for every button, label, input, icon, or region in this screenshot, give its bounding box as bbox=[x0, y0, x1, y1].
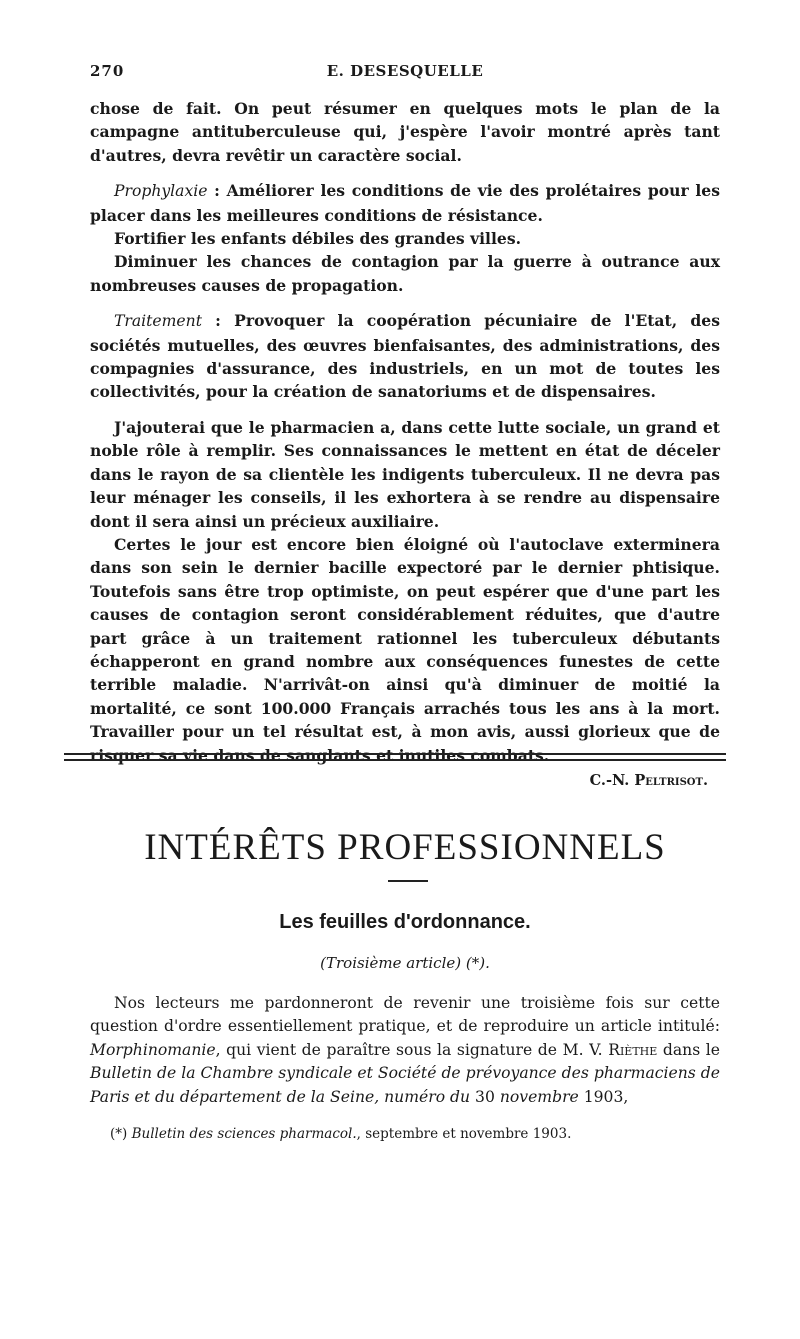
title-rule bbox=[388, 880, 428, 882]
paragraph: Certes le jour est encore bien éloigné où l'autoclave exterminera dans son sein le dernier bacille expectoré par le dernier phtisique. Toutefois sans être trop optimiste, on peut espérer que d'une part les causes de contagion seront considérablement réduites, que d'autre part grâce à un traitement rationnel les tuberculeux débutants échapperont en grand nombre aux conséquences funestes de cette terrible maladie. N'arrivât-on ainsi qu'à diminuer de moitié la mortalité, ce sont 100.000 Français arrachés tous les ans à la mort. Travailler pour un tel résultat est, à mon avis, aussi glorieux que de risquer sa vie dans de sanglants et inutiles combats. bbox=[90, 534, 720, 765]
prophylaxie-text: : Améliorer les conditions de vie des prolétaires pour les placer dans les meilleures conditions de résistance. bbox=[90, 181, 720, 225]
paragraph-traitement bbox=[90, 309, 720, 404]
traitement-text: : Provoquer la coopération pécuniaire de l'Etat, des sociétés mutuelles, des œuvres bienfaisantes, des administrations, des compagnies d'assurance, des industriels, en un mot de toutes les collectivités, pour la création de sanatoriums et de dispensaires. bbox=[90, 311, 720, 402]
paragraph: Diminuer les chances de contagion par la guerre à outrance aux nombreuses causes de propagation. bbox=[90, 252, 720, 295]
article-continuation bbox=[90, 97, 720, 792]
paragraph: J'ajouterai que le pharmacien a, dans cette lutte sociale, un grand et noble rôle à remplir. Ses connaissances le mettent en état de déceler dans le rayon de sa clientèle les indigents tuberculeux. Il ne devra pas leur ménager les conseils, il les exhortera à se rendre au dispensaire dont il sera ainsi un précieux auxiliaire. bbox=[90, 417, 720, 531]
paragraph: Fortifier les enfants débiles des grandes villes. bbox=[114, 229, 522, 249]
footnote: (*) Bulletin des sciences pharmacol., septembre et novembre 1903. bbox=[110, 1126, 572, 1142]
article-title: Les feuilles d'ordonnance. bbox=[279, 911, 531, 933]
running-head: E. DESESQUELLE bbox=[326, 62, 484, 80]
article-subtitle: (Troisième article) (*). bbox=[320, 954, 490, 972]
section-title: INTÉRÊTS PROFESSIONNELS bbox=[144, 827, 666, 868]
traitement-label: Traitement bbox=[114, 312, 202, 331]
paragraph: Nos lecteurs me pardonneront de revenir une troisième fois sur cette question d'ordre essentiellement pratique, et de reproduire un article intitulé: Morphinomanie, qui vient de paraître sous la signature de M. V. Rièthe dans le Bulletin de la Chambre syndicale et Société de prévoyance des pharmaciens de Paris et du département de la Seine, numéro du 30 novembre 1903, bbox=[90, 994, 720, 1106]
page-number: 270 bbox=[90, 62, 125, 80]
prophylaxie-label: Prophylaxie bbox=[114, 182, 208, 201]
paragraph: chose de fait. On peut résumer en quelques mots le plan de la campagne antituberculeuse qui, j'espère l'avoir montré après tant d'autres, devra revêtir un caractère social. bbox=[90, 99, 720, 165]
page-header bbox=[90, 62, 720, 84]
paragraph-prophylaxie bbox=[90, 179, 720, 227]
author-signature: C.-N. Peltrisot. bbox=[589, 771, 708, 789]
section-divider bbox=[64, 753, 726, 763]
article-body bbox=[90, 992, 720, 1109]
